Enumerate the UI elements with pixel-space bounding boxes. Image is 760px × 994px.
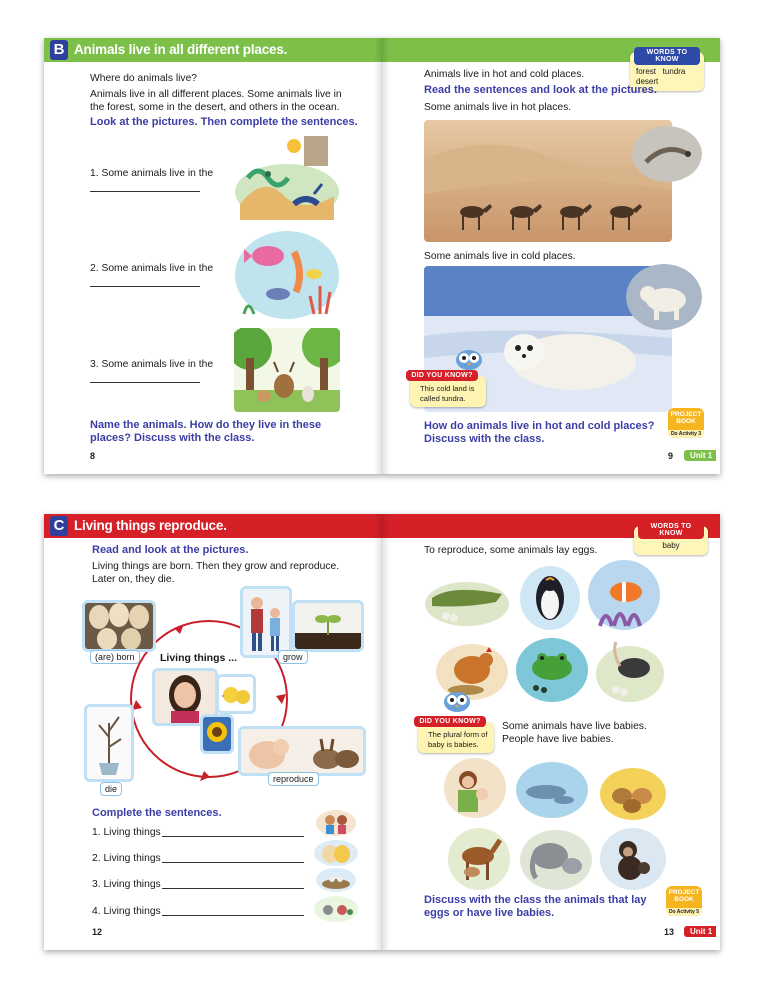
ostrich-illustration [596,638,664,702]
live-babies-text: Some animals have live babies. People have live babies. [502,721,647,745]
answer-line-1[interactable] [162,836,304,837]
sunflower-photo [200,714,234,754]
answer-line-1[interactable] [90,191,200,192]
babies-and-rabbits-photo [238,726,366,776]
clownfish-illustration [588,560,660,630]
section-banner [44,38,382,62]
child-growing-photo [240,586,292,658]
unit-tab: Unit 1 [684,450,716,461]
puppies-illustration [600,762,666,820]
discussion-prompt: Name the animals. How do they live in these places? Discuss with the class. [90,419,322,444]
instruction-text: Read and look at the pictures. [92,544,249,556]
horse-and-foal-illustration [448,828,510,890]
discussion-question: How do animals live in hot and cold places? Discuss with the class. [424,420,655,445]
did-you-know-text: This cold land is called tundra. [420,384,475,403]
book-gutter [374,514,390,950]
cycle-label-reproduce: reproduce [268,772,319,786]
words-to-know-title: WORDS TO KNOW [634,47,700,65]
words-to-know-list: baby [662,541,680,550]
elephants-illustration [520,826,592,890]
project-book-badge[interactable] [668,408,704,438]
intro-paragraph: Animals live in all different places. Some animals live in the forest, some in the desert, and others in the ocean. [90,89,342,113]
page-13 [382,514,720,950]
cycle-label-die: die [100,782,122,796]
did-you-know-title: DID YOU KNOW? [414,716,486,727]
polar-bear-inset-photo [626,264,702,330]
hot-places-caption: Some animals live in hot places. [424,102,572,113]
did-you-know-box [410,372,486,407]
page-number: 12 [92,927,103,937]
lizard-inset-photo [632,126,702,182]
frog-illustration [516,638,588,702]
discussion-question: Discuss with the class the animals that lay eggs or have live babies. [424,894,647,919]
page-9 [382,38,720,474]
page-heading: Animals live in hot and cold places. [424,69,585,80]
penguin-illustration [518,558,582,632]
section-letter-badge: B [50,40,68,60]
mother-and-baby-illustration [444,758,506,818]
cold-places-caption: Some animals live in cold places. [424,251,576,262]
answer-line-2[interactable] [162,862,304,863]
cycle-label-born: (are) born [90,650,140,664]
words-to-know-list: forest tundra desert [636,67,686,86]
answer-line-3[interactable] [90,382,200,383]
ocean-animals-illustration [234,230,340,320]
did-you-know-text: The plural form of baby is babies. [428,730,488,749]
page-8 [44,38,382,474]
page-number: 8 [90,451,96,461]
owl-mascot-icon [454,346,484,370]
did-you-know-title: DID YOU KNOW? [406,370,478,381]
crocodile-illustration [424,564,510,630]
eggs-thumbnail [314,840,358,866]
section-banner [44,514,382,538]
instruction-text: Look at the pictures. Then complete the sentences. [90,116,358,128]
sentence-item-1: 1. Some animals live in the [90,168,214,179]
page-heading: To reproduce, some animals lay eggs. [424,545,598,556]
project-book-label: PROJECT BOOK [668,889,700,903]
cycle-center-label: Living things ... [160,652,237,664]
section-letter-badge: C [50,516,68,536]
answer-line-4[interactable] [162,915,304,916]
page-12 [44,514,382,950]
instruction-text: Read the sentences and look at the pictures. [424,84,657,96]
dead-plant-photo [84,704,134,782]
complete-sentences-heading: Complete the sentences. [92,807,222,819]
sentence-4: 4. Living things [92,906,161,917]
cycle-label-grow: grow [278,650,308,664]
words-to-know-box [634,523,708,555]
sentence-3: 3. Living things [92,879,161,890]
project-book-label: PROJECT BOOK [670,411,702,425]
words-to-know-title: WORDS TO KNOW [638,521,704,539]
sentence-2: 2. Living things [92,853,161,864]
project-book-badge[interactable] [666,886,702,916]
sentence-item-3: 3. Some animals live in the [90,359,214,370]
textbook-spread-pages-8-9 [44,38,720,474]
unit-tab: Unit 1 [684,926,716,937]
animals-thumbnail [314,896,358,922]
forest-animals-illustration [234,328,340,412]
answer-line-3[interactable] [162,888,304,889]
project-activity-label: Do Activity 5 [666,908,702,916]
book-gutter [374,38,390,474]
desert-animals-illustration [234,134,340,220]
chicks-photo [216,674,256,714]
chimpanzees-illustration [600,828,666,890]
sentence-item-2: 2. Some animals live in the [90,263,214,274]
intro-paragraph: Living things are born. Then they grow and reproduce. Later on, they die. [92,561,340,585]
textbook-spread-pages-12-13 [44,514,720,950]
section-title: Living things reproduce. [74,518,227,533]
section-title: Animals live in all different places. [74,42,288,57]
eggs-hatching-photo [82,600,156,652]
question-where-do-animals-live: Where do animals live? [90,73,198,84]
people-thumbnail [316,810,356,836]
sentence-1: 1. Living things [92,827,161,838]
page-number: 13 [664,927,675,937]
owl-mascot-icon [442,688,472,712]
nest-thumbnail [316,868,356,892]
dolphins-illustration [516,762,588,818]
page-number: 9 [668,451,674,461]
desert-camels-photo [424,120,672,242]
project-activity-label: Do Activity 3 [668,430,704,438]
answer-line-2[interactable] [90,286,200,287]
did-you-know-box [418,718,494,753]
sprout-photo [292,600,364,652]
